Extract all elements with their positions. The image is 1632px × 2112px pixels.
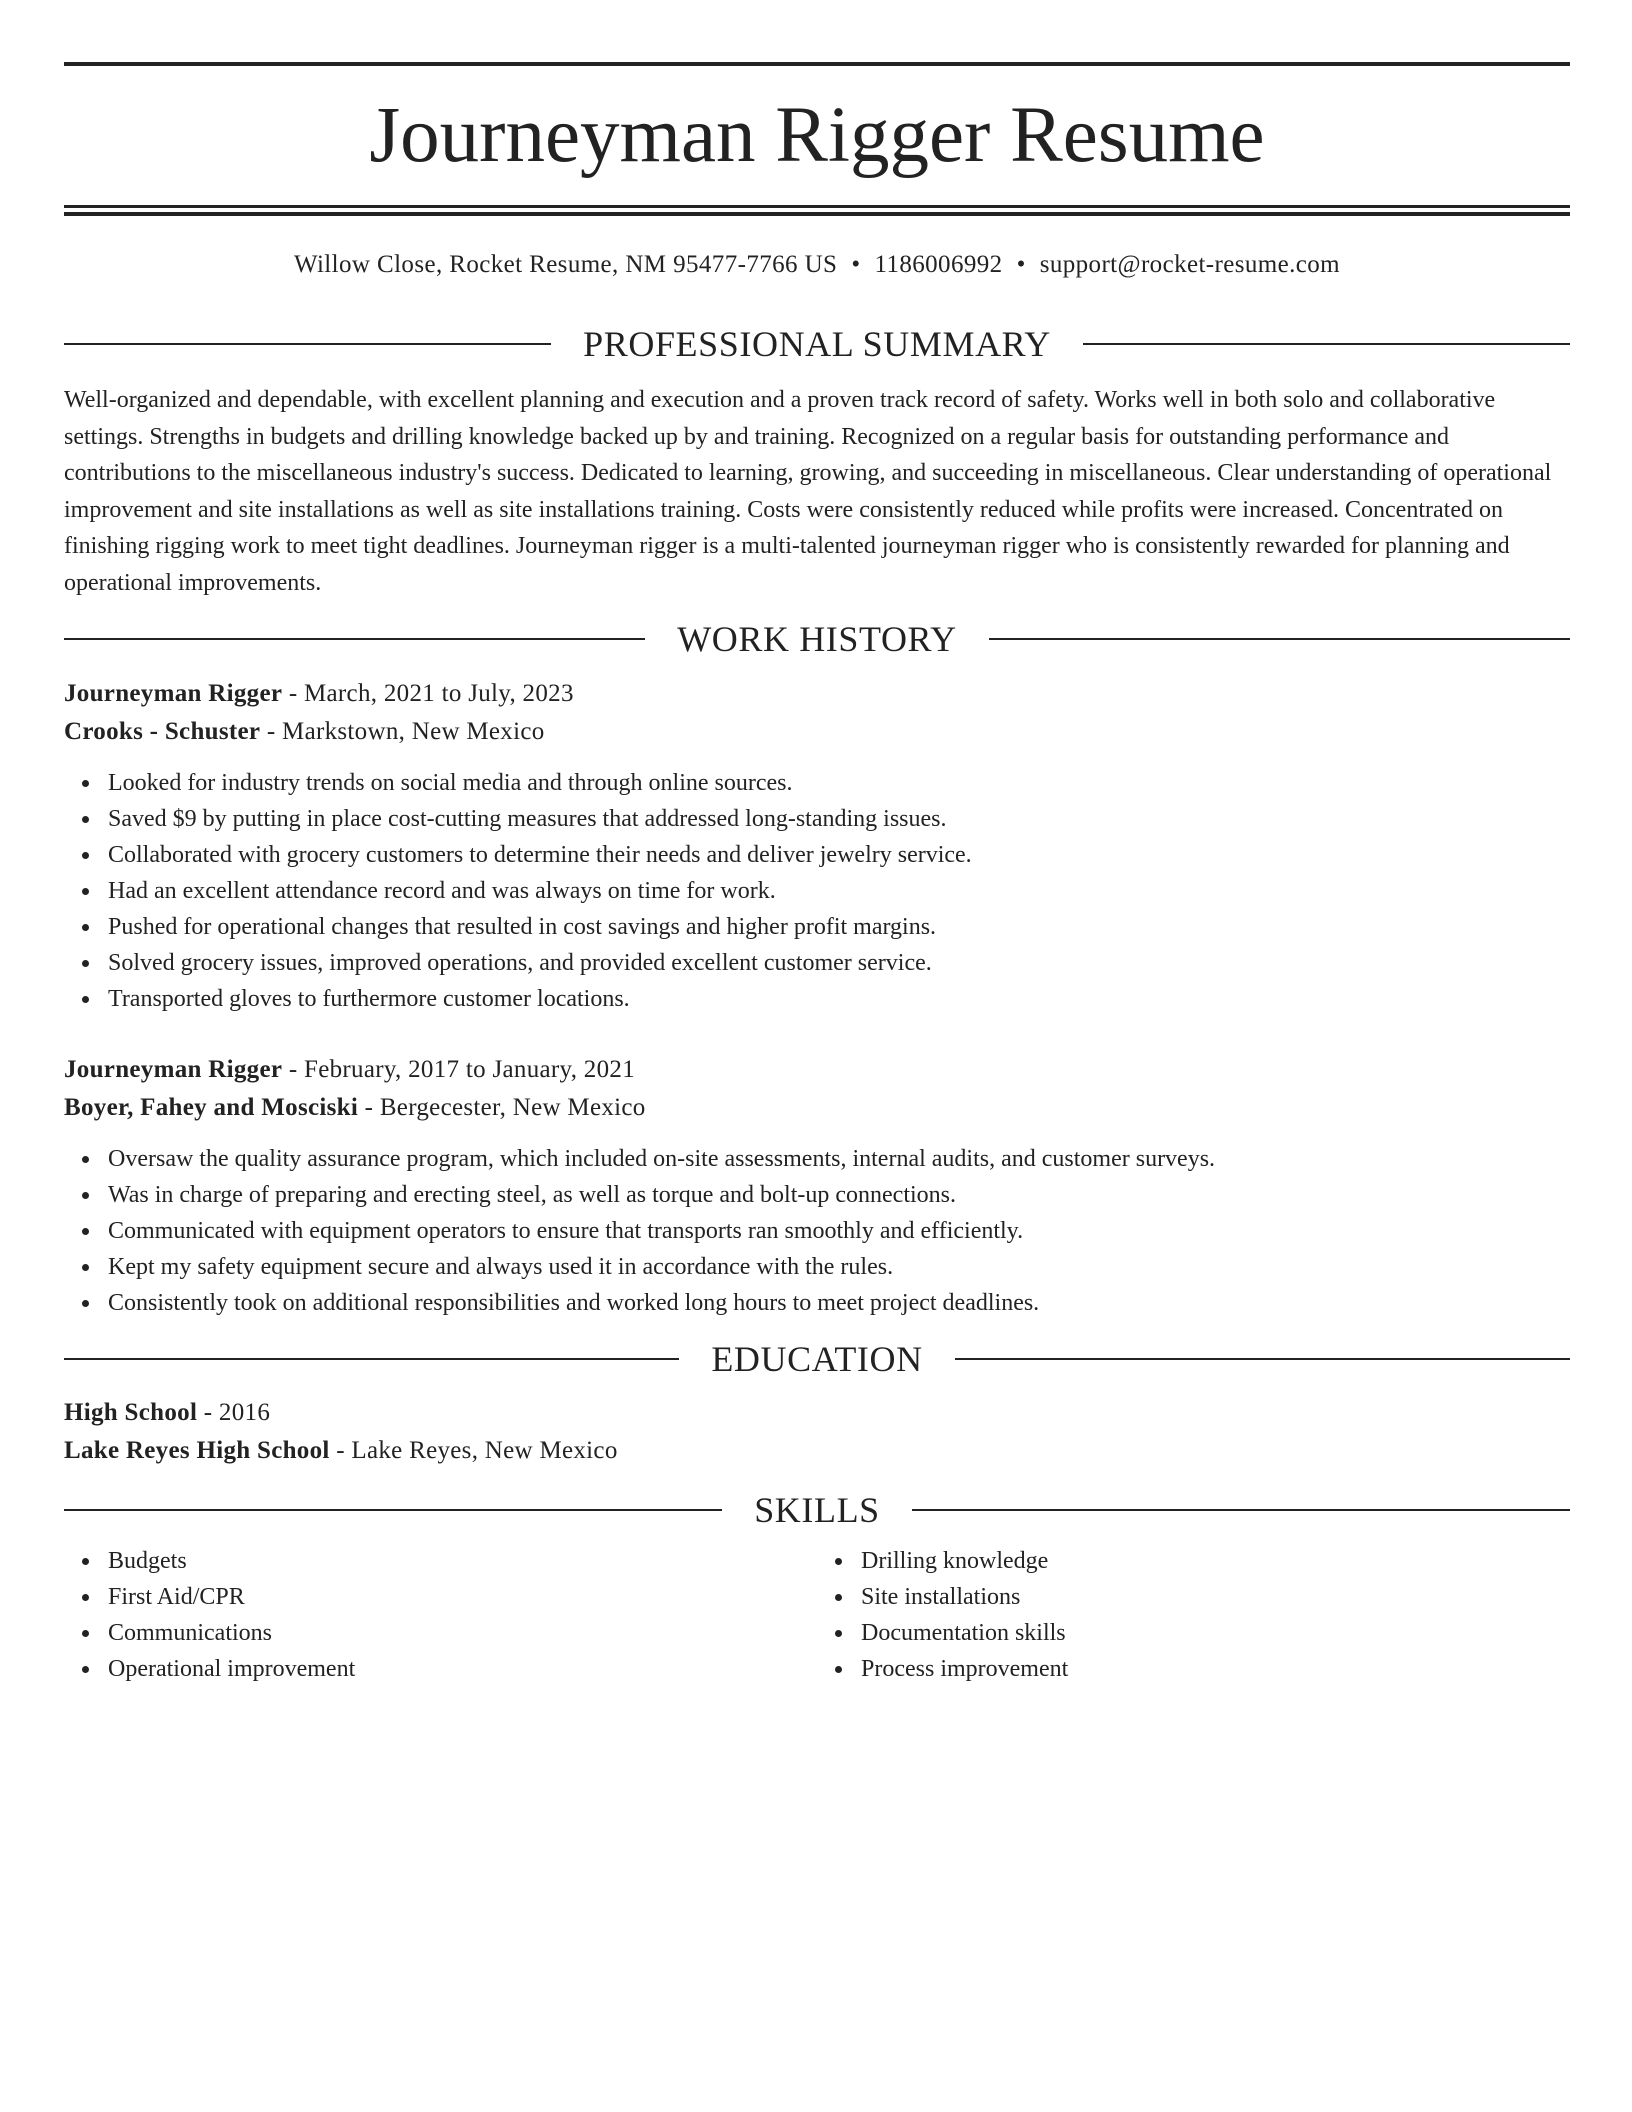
contact-line bbox=[64, 252, 1570, 277]
list-item: Drilling knowledge bbox=[861, 1543, 1570, 1579]
job-bullets bbox=[64, 765, 1570, 1017]
education-heading bbox=[64, 1338, 1570, 1379]
list-item: Oversaw the quality assurance program, which included on-site assessments, internal audits, and customer surveys. bbox=[108, 1141, 1570, 1177]
education-school-line bbox=[64, 1432, 1570, 1470]
job-company-line bbox=[64, 713, 1570, 751]
job-dates: - February, 2017 to January, 2021 bbox=[282, 1055, 635, 1083]
list-item: Solved grocery issues, improved operations, and provided excellent customer service. bbox=[108, 945, 1570, 981]
job-company-line bbox=[64, 1089, 1570, 1127]
heading-rule-left bbox=[64, 638, 645, 640]
list-item: Consistently took on additional responsibilities and worked long hours to meet project deadlines. bbox=[108, 1285, 1570, 1321]
title-double-rule bbox=[64, 205, 1570, 216]
job-bullets bbox=[64, 1141, 1570, 1321]
education-year: - 2016 bbox=[197, 1398, 271, 1426]
education-entry bbox=[64, 1394, 1570, 1470]
education-location: - Lake Reyes, New Mexico bbox=[329, 1436, 618, 1464]
education-degree: High School bbox=[64, 1398, 198, 1426]
contact-separator: • bbox=[1016, 251, 1026, 278]
list-item: Communications bbox=[108, 1615, 817, 1651]
work-heading bbox=[64, 618, 1570, 659]
job-company: Crooks - Schuster bbox=[64, 717, 261, 745]
resume-title: Journeyman Rigger Resume bbox=[369, 92, 1265, 179]
job-title: Journeyman Rigger bbox=[64, 1055, 283, 1083]
work-heading-label: WORK HISTORY bbox=[677, 618, 957, 659]
heading-rule-right bbox=[989, 638, 1570, 640]
job-location: - Bergecester, New Mexico bbox=[358, 1093, 646, 1121]
skills-column-right bbox=[817, 1543, 1570, 1687]
job-location: - Markstown, New Mexico bbox=[260, 717, 545, 745]
list-item: Pushed for operational changes that resulted in cost savings and higher profit margins. bbox=[108, 909, 1570, 945]
heading-rule-right bbox=[1083, 343, 1570, 345]
skills-list bbox=[64, 1543, 1570, 1687]
job-entry bbox=[64, 675, 1570, 1017]
summary-heading-label: PROFESSIONAL SUMMARY bbox=[583, 324, 1051, 364]
list-item: Kept my safety equipment secure and always used it in accordance with the rules. bbox=[108, 1249, 1570, 1285]
contact-email: support@rocket-resume.com bbox=[1039, 251, 1341, 278]
heading-rule-left bbox=[64, 1509, 722, 1511]
skills-column-left bbox=[64, 1543, 817, 1687]
list-item: Site installations bbox=[861, 1579, 1570, 1615]
list-item: Budgets bbox=[108, 1543, 817, 1579]
summary-heading bbox=[64, 326, 1570, 362]
skills-heading bbox=[64, 1489, 1570, 1530]
contact-separator: • bbox=[851, 251, 861, 278]
heading-rule-right bbox=[955, 1358, 1570, 1360]
list-item: Looked for industry trends on social media and through online sources. bbox=[108, 765, 1570, 801]
list-item: First Aid/CPR bbox=[108, 1579, 817, 1615]
job-entry bbox=[64, 1051, 1570, 1321]
heading-rule-left bbox=[64, 343, 551, 345]
list-item: Process improvement bbox=[861, 1651, 1570, 1687]
job-company: Boyer, Fahey and Mosciski bbox=[64, 1093, 359, 1121]
list-item: Saved $9 by putting in place cost-cutting measures that addressed long-standing issues. bbox=[108, 801, 1570, 837]
job-title-line bbox=[64, 675, 1570, 713]
resume-page bbox=[64, 62, 1570, 1687]
list-item: Operational improvement bbox=[108, 1651, 817, 1687]
heading-rule-left bbox=[64, 1358, 679, 1360]
education-school: Lake Reyes High School bbox=[64, 1436, 330, 1464]
job-title: Journeyman Rigger bbox=[64, 679, 283, 707]
list-item: Collaborated with grocery customers to determine their needs and deliver jewelry service. bbox=[108, 837, 1570, 873]
skills-heading-label: SKILLS bbox=[754, 1489, 880, 1530]
job-dates: - March, 2021 to July, 2023 bbox=[282, 679, 574, 707]
education-degree-line bbox=[64, 1394, 1570, 1432]
education-heading-label: EDUCATION bbox=[711, 1338, 923, 1379]
contact-address: Willow Close, Rocket Resume, NM 95477-7766 US bbox=[293, 251, 838, 278]
list-item: Documentation skills bbox=[861, 1615, 1570, 1651]
summary-text: Well-organized and dependable, with excellent planning and execution and a proven track record of safety. Works well in both solo and collaborative settings. Strengths in budgets and drilling knowledge backed up by and training. Recognized on a regular basis for outstanding performance and contributions to the miscellaneous industry's success. Dedicated to learning, growing, and succeeding in miscellaneous. Clear understanding of operational improvement and site installations as well as site installations training. Costs were consistently reduced while profits were increased. Concentrated on finishing rigging work to meet tight deadlines. Journeyman rigger is a multi-talented journeyman rigger who is consistently rewarded for planning and operational improvements. bbox=[64, 387, 1552, 596]
contact-phone: 1186006992 bbox=[874, 251, 1003, 278]
list-item: Was in charge of preparing and erecting steel, as well as torque and bolt-up connections. bbox=[108, 1177, 1570, 1213]
list-item: Transported gloves to furthermore customer locations. bbox=[108, 981, 1570, 1017]
heading-rule-right bbox=[912, 1509, 1570, 1511]
list-item: Communicated with equipment operators to ensure that transports ran smoothly and efficiently. bbox=[108, 1213, 1570, 1249]
list-item: Had an excellent attendance record and was always on time for work. bbox=[108, 873, 1570, 909]
job-title-line bbox=[64, 1051, 1570, 1089]
